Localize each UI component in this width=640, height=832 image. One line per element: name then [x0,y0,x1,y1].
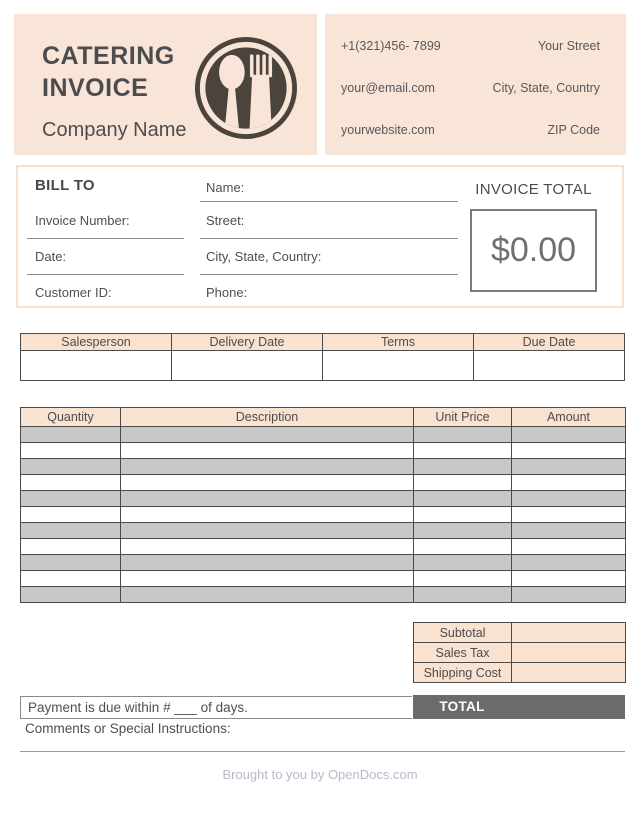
item-cell[interactable] [21,427,121,443]
item-cell[interactable] [512,443,626,459]
sales-tax-value-cell[interactable] [512,643,626,663]
customer-id-label: Customer ID: [35,285,112,300]
invoice-number-field-line[interactable] [27,238,184,239]
item-cell[interactable] [512,507,626,523]
due-date-header: Due Date [474,334,625,351]
line-items-table [20,407,626,603]
item-row [21,587,626,603]
street-field-line[interactable] [200,238,458,239]
quantity-header: Quantity [21,408,121,427]
item-cell[interactable] [121,539,414,555]
item-cell[interactable] [512,459,626,475]
item-row [21,443,626,459]
item-cell[interactable] [512,427,626,443]
order-info-table [20,333,625,381]
item-cell[interactable] [414,427,512,443]
invoice-header [14,14,626,155]
item-cell[interactable] [512,587,626,603]
footer-credit: Brought to you by OpenDocs.com [222,767,418,782]
date-field-line[interactable] [27,274,184,275]
item-row [21,459,626,475]
amount-header: Amount [512,408,626,427]
item-row [21,571,626,587]
city-field-line[interactable] [200,274,458,275]
item-cell[interactable] [414,459,512,475]
contact-zip: ZIP Code [547,123,600,137]
item-cell[interactable] [21,491,121,507]
item-cell[interactable] [414,523,512,539]
item-cell[interactable] [414,555,512,571]
item-cell[interactable] [21,475,121,491]
bill-to-heading: BILL TO [35,177,95,194]
item-cell[interactable] [512,475,626,491]
item-cell[interactable] [512,555,626,571]
grand-total-bar [413,695,625,719]
company-name: Company Name [42,119,187,141]
item-cell[interactable] [414,571,512,587]
date-label: Date: [35,249,67,264]
invoice-total-value: $0.00 [490,231,577,269]
contact-website: yourwebsite.com [341,123,435,137]
items-table-body [21,427,626,603]
phone-label: Phone: [206,285,248,300]
item-cell[interactable] [121,523,414,539]
item-cell[interactable] [21,571,121,587]
terms-cell[interactable] [323,351,474,381]
contact-phone: +1(321)456- 7899 [341,39,441,53]
item-row [21,491,626,507]
terms-header: Terms [323,334,474,351]
contact-city: City, State, Country [492,81,600,95]
invoice-total-box [470,209,597,292]
item-row [21,427,626,443]
item-cell[interactable] [121,507,414,523]
subtotal-value-cell[interactable] [512,623,626,643]
restaurant-logo-icon [193,35,299,146]
item-cell[interactable] [121,427,414,443]
header-divider [317,14,325,155]
title-line-1: CATERING [42,42,175,70]
due-date-cell[interactable] [474,351,625,381]
contact-email: your@email.com [341,81,435,95]
item-cell[interactable] [414,491,512,507]
item-row [21,555,626,571]
item-cell[interactable] [121,571,414,587]
item-cell[interactable] [121,587,414,603]
sales-tax-label: Sales Tax [414,643,512,663]
item-cell[interactable] [21,507,121,523]
city-label: City, State, Country: [206,249,322,264]
delivery-date-header: Delivery Date [172,334,323,351]
salesperson-cell[interactable] [21,351,172,381]
item-cell[interactable] [21,523,121,539]
item-row [21,523,626,539]
unit-price-header: Unit Price [414,408,512,427]
comments-field-line[interactable] [20,751,625,752]
item-row [21,507,626,523]
item-cell[interactable] [121,555,414,571]
name-label: Name: [206,180,245,195]
item-cell[interactable] [121,491,414,507]
item-cell[interactable] [512,539,626,555]
item-cell[interactable] [21,539,121,555]
item-cell[interactable] [121,443,414,459]
grand-total-label: TOTAL [439,699,485,714]
header-contact [325,14,626,155]
totals-table [413,622,626,683]
item-cell[interactable] [512,523,626,539]
shipping-cost-label: Shipping Cost [414,663,512,683]
comments-label: Comments or Special Instructions: [25,721,231,736]
item-cell[interactable] [512,491,626,507]
item-cell[interactable] [121,475,414,491]
contact-street: Your Street [537,39,600,53]
delivery-date-cell[interactable] [172,351,323,381]
item-cell[interactable] [414,539,512,555]
street-label: Street: [206,213,245,228]
description-header: Description [121,408,414,427]
item-row [21,475,626,491]
item-cell[interactable] [121,459,414,475]
item-row [21,539,626,555]
item-cell[interactable] [21,443,121,459]
item-cell[interactable] [21,587,121,603]
bill-to-section [16,165,624,308]
item-cell[interactable] [414,507,512,523]
invoice-total-label: INVOICE TOTAL [475,181,592,198]
order-info-row [21,351,625,381]
subtotal-label: Subtotal [414,623,512,643]
item-cell[interactable] [414,443,512,459]
invoice-number-label: Invoice Number: [35,213,130,228]
item-cell[interactable] [21,555,121,571]
item-cell[interactable] [21,459,121,475]
item-cell[interactable] [414,475,512,491]
name-field-line[interactable] [200,201,458,202]
shipping-cost-value-cell[interactable] [512,663,626,683]
salesperson-header: Salesperson [21,334,172,351]
title-line-2: INVOICE [42,74,149,102]
item-cell[interactable] [414,587,512,603]
item-cell[interactable] [512,571,626,587]
header-brand [14,14,317,155]
payment-terms-field[interactable]: Payment is due within # ___ of days. [20,696,412,719]
